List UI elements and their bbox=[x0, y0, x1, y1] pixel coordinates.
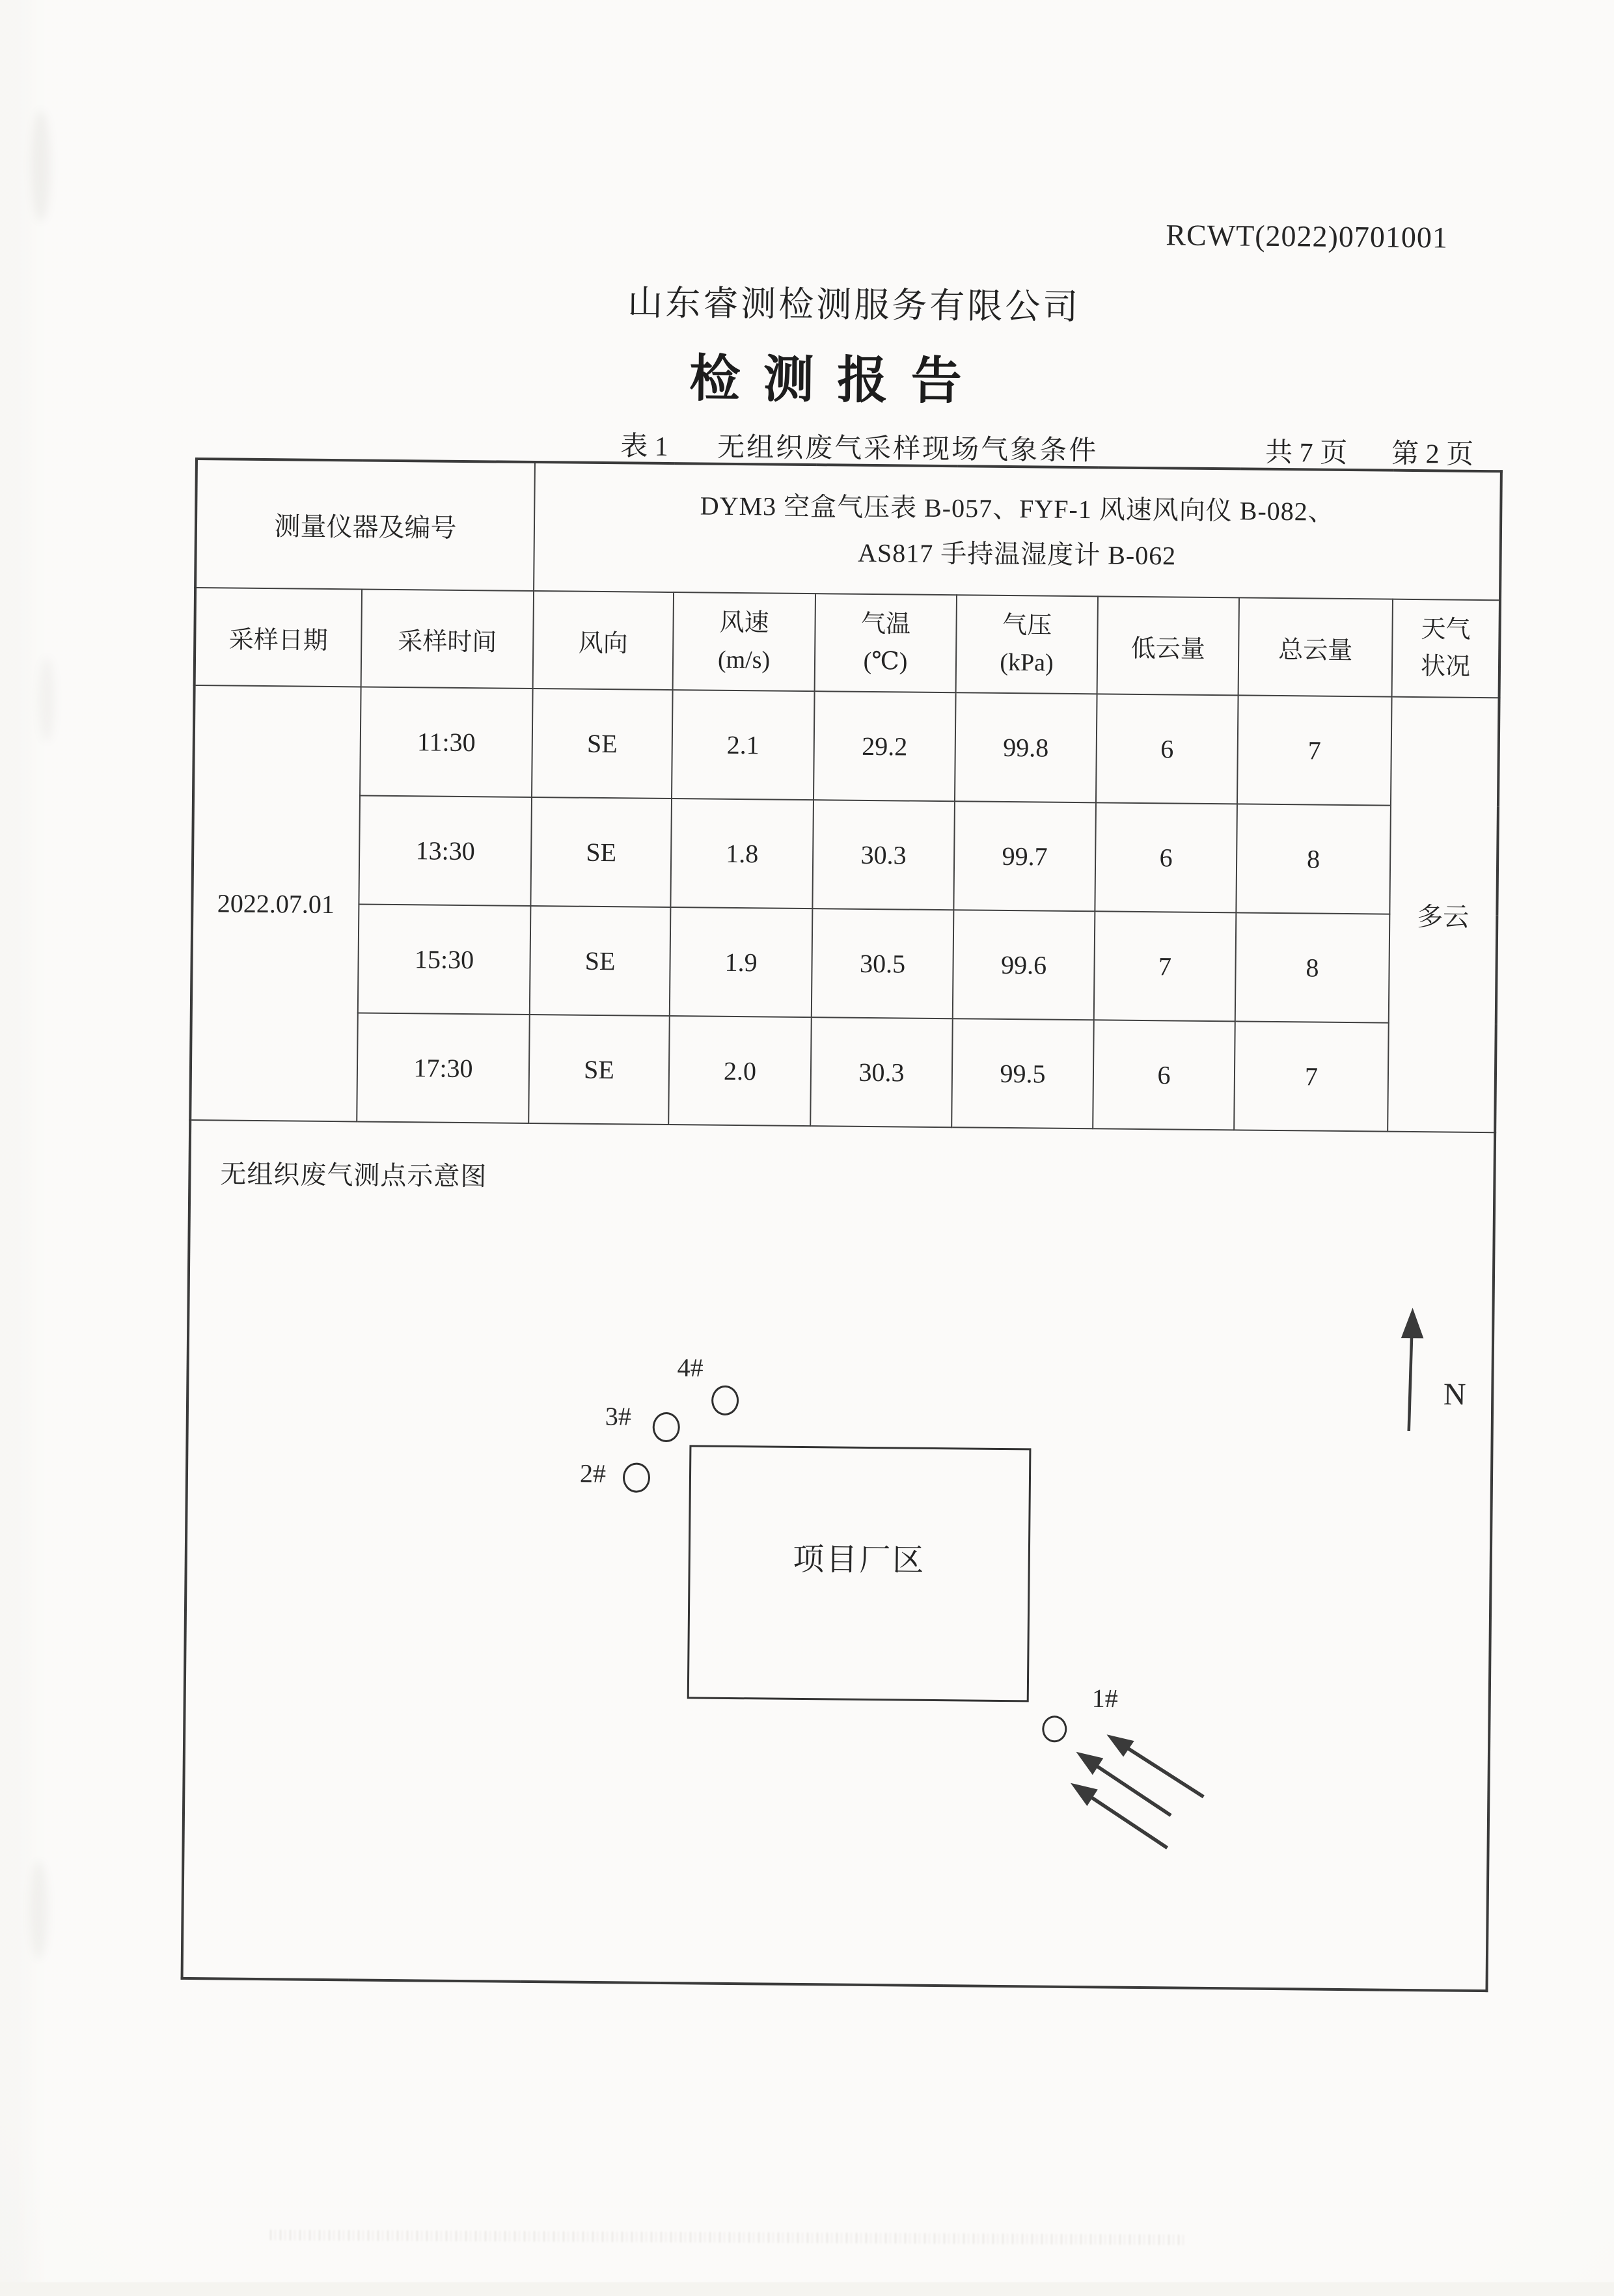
point-circle-3 bbox=[653, 1412, 680, 1442]
sampling-date-cell: 2022.07.01 bbox=[190, 685, 361, 1121]
table-caption-number: 表 1 bbox=[620, 431, 668, 462]
diagram-cell bbox=[182, 1120, 1496, 1991]
col-header-date: 采样日期 bbox=[195, 588, 362, 687]
weather-label-line2: 状况 bbox=[1420, 653, 1471, 681]
pressure-unit: (kPa) bbox=[1000, 648, 1054, 677]
weather-conditions-table bbox=[181, 458, 1503, 1992]
point-circle-1 bbox=[1042, 1715, 1067, 1742]
pressure-cell: 99.6 bbox=[953, 910, 1095, 1020]
instrument-label-cell: 测量仪器及编号 bbox=[195, 459, 535, 591]
north-label: N bbox=[1443, 1376, 1466, 1412]
col-header-temperature bbox=[815, 594, 957, 692]
data-row-4 bbox=[190, 1011, 1496, 1132]
wind-speed-cell: 1.9 bbox=[670, 907, 813, 1017]
total-cloud-cell: 7 bbox=[1237, 695, 1392, 805]
wind-dir-cell: SE bbox=[530, 906, 671, 1016]
weather-cell: 多云 bbox=[1388, 697, 1499, 1133]
instrument-value-cell bbox=[534, 462, 1501, 600]
data-row-2 bbox=[192, 794, 1498, 915]
total-cloud-cell: 8 bbox=[1235, 912, 1390, 1022]
temp-cell: 30.5 bbox=[812, 909, 954, 1018]
col-header-wind-speed bbox=[673, 592, 815, 691]
total-cloud-cell: 8 bbox=[1236, 804, 1391, 914]
report-title: 检 测 报 告 bbox=[689, 350, 968, 410]
instrument-line-1: DYM3 空盒气压表 B-057、FYF-1 风速风向仪 B-082、 bbox=[700, 490, 1335, 526]
col-header-low-cloud: 低云量 bbox=[1097, 596, 1239, 695]
wind-arrows bbox=[1074, 1737, 1205, 1848]
time-cell: 17:30 bbox=[357, 1013, 530, 1123]
data-row-3 bbox=[191, 903, 1498, 1024]
temp-cell: 30.3 bbox=[810, 1017, 953, 1127]
wind-dir-cell: SE bbox=[528, 1015, 670, 1125]
wind-speed-label: 风速 bbox=[719, 608, 769, 637]
company-name: 山东睿测检测服务有限公司 bbox=[627, 283, 1081, 327]
total-pages-label: 共 7 页 bbox=[1265, 437, 1348, 469]
report-number: RCWT(2022)0701001 bbox=[1166, 218, 1449, 254]
table-caption-title: 无组织废气采样现场气象条件 bbox=[717, 432, 1099, 467]
low-cloud-cell: 6 bbox=[1096, 694, 1238, 804]
point-label-3: 3# bbox=[605, 1401, 632, 1431]
plant-area-label: 项目厂区 bbox=[793, 1542, 926, 1578]
pressure-cell: 99.8 bbox=[955, 692, 1097, 802]
col-header-pressure bbox=[956, 595, 1098, 694]
point-circle-4 bbox=[711, 1386, 739, 1415]
col-header-weather bbox=[1392, 599, 1500, 698]
time-cell: 15:30 bbox=[358, 904, 531, 1015]
temp-cell: 30.3 bbox=[812, 800, 955, 910]
pressure-label: 气压 bbox=[1002, 611, 1052, 640]
total-cloud-cell: 7 bbox=[1234, 1021, 1389, 1131]
temp-cell: 29.2 bbox=[814, 691, 956, 801]
wind-speed-cell: 1.8 bbox=[670, 799, 814, 909]
col-header-total-cloud: 总云量 bbox=[1238, 597, 1393, 696]
current-page-label: 第 2 页 bbox=[1391, 439, 1474, 470]
instrument-line-2: AS817 手持温湿度计 B-062 bbox=[857, 538, 1177, 570]
time-cell: 11:30 bbox=[360, 687, 533, 797]
point-circle-2 bbox=[623, 1462, 650, 1492]
point-label-4: 4# bbox=[677, 1352, 704, 1383]
diagram-title: 无组织废气测点示意图 bbox=[220, 1159, 487, 1192]
time-cell: 13:30 bbox=[359, 795, 532, 906]
wind-dir-cell: SE bbox=[532, 689, 673, 799]
temperature-label: 气温 bbox=[860, 610, 911, 638]
low-cloud-cell: 6 bbox=[1093, 1020, 1235, 1130]
pressure-cell: 99.5 bbox=[951, 1018, 1094, 1128]
wind-speed-unit: (m/s) bbox=[717, 646, 771, 674]
col-header-wind-dir: 风向 bbox=[533, 591, 674, 690]
point-label-1: 1# bbox=[1091, 1683, 1118, 1714]
wind-speed-cell: 2.0 bbox=[668, 1016, 812, 1126]
weather-label-line1: 天气 bbox=[1421, 616, 1471, 644]
col-header-time: 采样时间 bbox=[361, 589, 534, 689]
pressure-cell: 99.7 bbox=[953, 801, 1096, 911]
wind-dir-cell: SE bbox=[530, 797, 672, 907]
wind-speed-cell: 2.1 bbox=[672, 690, 815, 800]
diagram-row bbox=[182, 1120, 1496, 1991]
north-arrow bbox=[1402, 1312, 1422, 1431]
plant-area-box bbox=[687, 1445, 1032, 1702]
header-row bbox=[195, 588, 1500, 698]
temperature-unit: (℃) bbox=[863, 647, 908, 676]
instrument-row bbox=[195, 459, 1501, 600]
low-cloud-cell: 6 bbox=[1095, 802, 1237, 912]
data-row-1 bbox=[193, 685, 1499, 806]
low-cloud-cell: 7 bbox=[1094, 911, 1237, 1021]
point-label-2: 2# bbox=[579, 1458, 607, 1488]
